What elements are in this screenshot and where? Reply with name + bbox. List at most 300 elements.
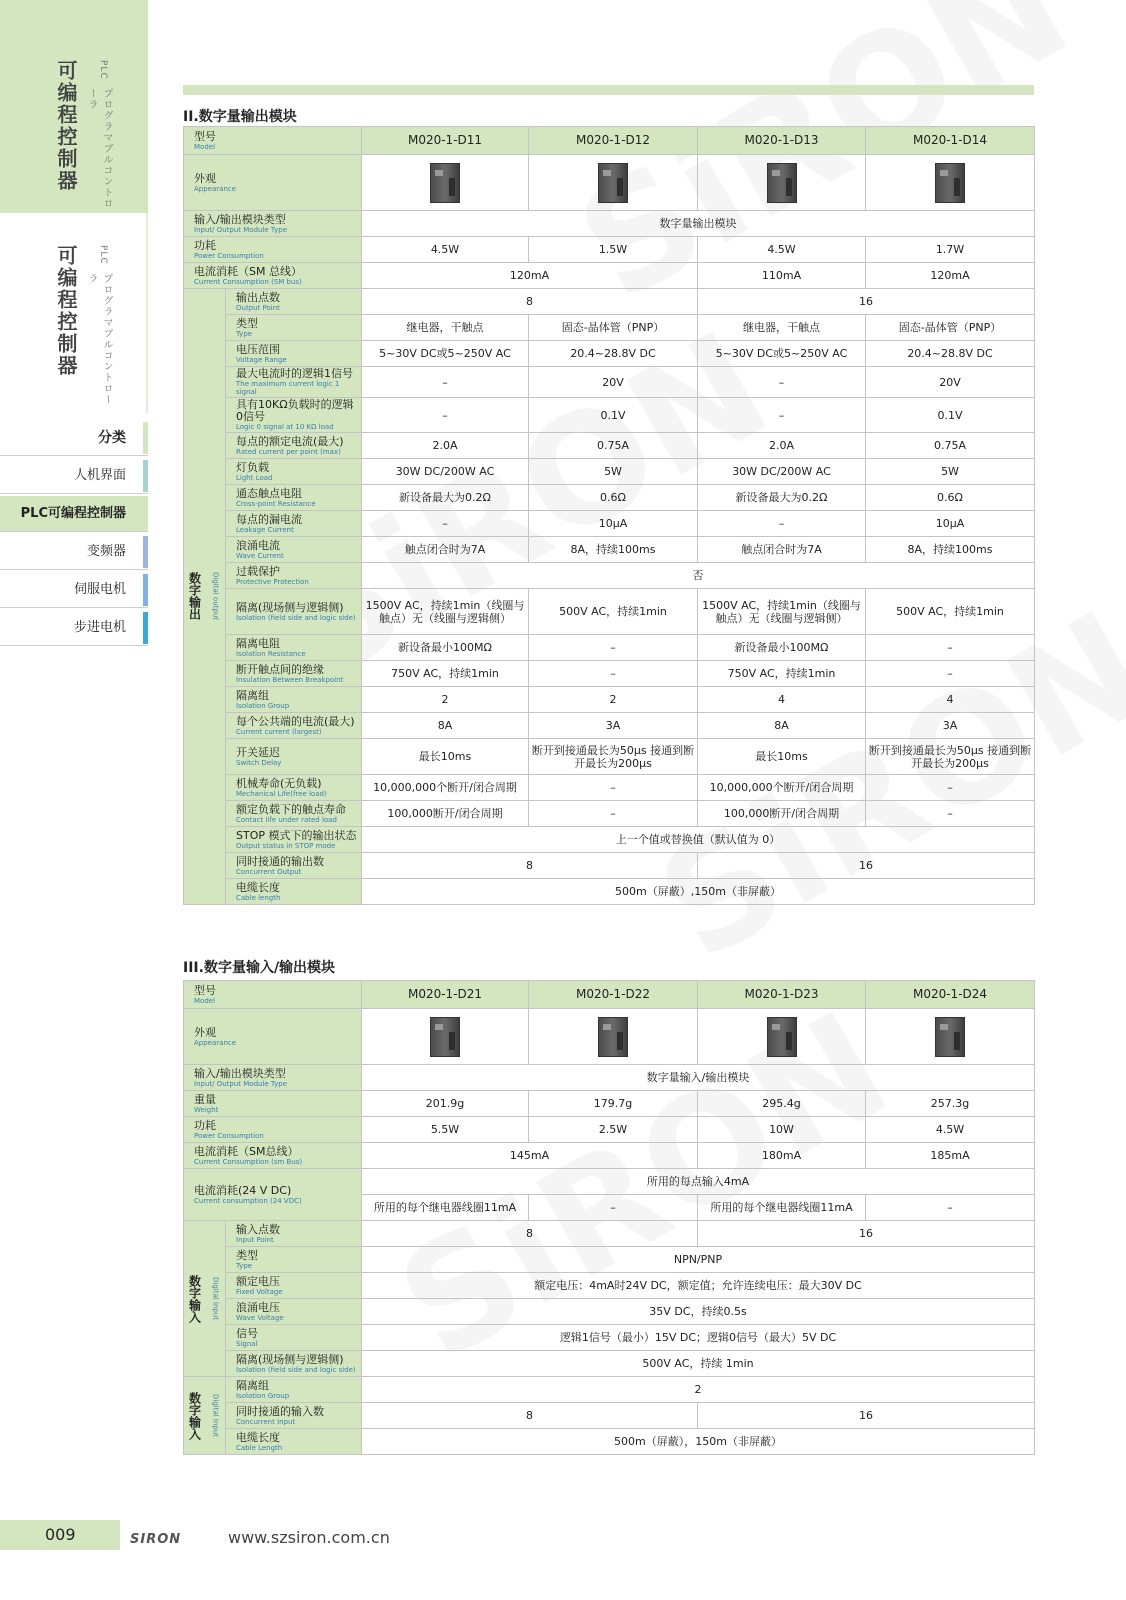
module-image	[362, 155, 529, 211]
row-label	[226, 485, 362, 511]
row-label	[226, 1221, 362, 1247]
spec-row	[184, 459, 1035, 485]
row-label-en: Isolation Group	[236, 1391, 290, 1400]
row-label-cn: 功耗	[194, 1118, 216, 1132]
sidebar-subtitle-plc-2: PLC	[98, 245, 108, 265]
top-band	[183, 85, 1034, 95]
sidebar	[0, 0, 148, 1600]
spec-cell: 100,000断开/闭合周期	[698, 801, 866, 827]
spec-cell: 110mA	[698, 263, 866, 289]
row-label-en: Signal	[236, 1339, 258, 1348]
row-label-en: Wave Voltage	[236, 1313, 284, 1322]
row-label-cn: 型号	[194, 983, 216, 997]
row-label	[184, 155, 362, 211]
spec-row	[184, 775, 1035, 801]
footer	[0, 1520, 1126, 1580]
row-label	[226, 853, 362, 879]
module-image	[362, 1009, 529, 1065]
row-label-en: Power Consumption	[194, 251, 264, 260]
row-label-cn: 电缆长度	[236, 1430, 280, 1444]
plc-module-image	[767, 1017, 797, 1057]
row-label-cn: 电压范围	[236, 342, 280, 356]
spec-row	[184, 563, 1035, 589]
row-label-en: Light Load	[236, 473, 273, 482]
model-row	[184, 981, 1035, 1009]
spec-cell: 500V AC，持续1min	[866, 589, 1035, 635]
group-label-en: Digital output	[211, 572, 220, 621]
spec-cell: 20.4~28.8V DC	[529, 341, 698, 367]
row-label	[184, 1091, 362, 1117]
row-label-en: Type	[236, 329, 253, 338]
spec-cell: 500m（屏蔽）,150m（非屏蔽）	[362, 879, 1035, 905]
footer-url[interactable]: www.szsiron.com.cn	[228, 1528, 390, 1547]
spec-row	[184, 1429, 1035, 1455]
digital-io-spec-table	[183, 980, 1035, 1455]
row-label-cn: 隔离电阻	[236, 636, 280, 650]
spec-cell: 额定电压：4mA时24V DC，额定值；允许连续电压：最大30V DC	[362, 1273, 1035, 1299]
spec-cell: 4	[698, 687, 866, 713]
row-label-en: Current current (largest)	[236, 727, 322, 736]
row-label	[226, 879, 362, 905]
row-label	[226, 687, 362, 713]
spec-row	[184, 661, 1035, 687]
row-label	[226, 398, 362, 433]
row-label-cn: 类型	[236, 1248, 258, 1262]
row-label	[184, 1169, 362, 1221]
row-label	[226, 563, 362, 589]
spec-cell: 201.9g	[362, 1091, 529, 1117]
row-label-en: Concurrent Input	[236, 1417, 296, 1426]
sidebar-category-heading: 分类	[0, 420, 148, 456]
spec-cell: 20V	[866, 367, 1035, 398]
spec-row	[184, 635, 1035, 661]
spec-cell: 10μA	[866, 511, 1035, 537]
model-header: M020-1-D22	[529, 981, 698, 1009]
row-label	[226, 827, 362, 853]
spec-cell: 2.0A	[362, 433, 529, 459]
spec-cell: 上一个值或替换值（默认值为 0）	[362, 827, 1035, 853]
plc-module-image	[767, 163, 797, 203]
row-label	[184, 981, 362, 1009]
spec-cell: 16	[698, 1403, 1035, 1429]
row-label-en: Isolation (field side and logic side)	[236, 1365, 356, 1374]
sidebar-subtitle-plc: PLC	[98, 60, 108, 80]
spec-cell: 固态-晶体管（PNP）	[866, 315, 1035, 341]
row-label-cn: 功耗	[194, 238, 216, 252]
spec-cell: 3A	[529, 713, 698, 739]
row-label-en: Type	[236, 1261, 253, 1270]
plc-module-image	[935, 1017, 965, 1057]
row-label-cn: 开关延迟	[236, 745, 280, 759]
row-label-en: Appearance	[194, 1038, 237, 1047]
spec-cell: 2	[362, 687, 529, 713]
spec-cell: 1.7W	[866, 237, 1035, 263]
spec-cell: 35V DC，持续0.5s	[362, 1299, 1035, 1325]
row-label-cn: 信号	[236, 1326, 258, 1340]
row-label-en: Input/ Output Module Type	[194, 1079, 288, 1088]
group-label-digital-output	[184, 289, 226, 905]
row-label-cn: 电流消耗（SM 总线）	[194, 264, 302, 278]
row-label-cn: 每个公共端的电流(最大)	[236, 714, 355, 728]
model-header: M020-1-D14	[866, 127, 1035, 155]
spec-cell: 16	[698, 1221, 1035, 1247]
spec-row	[184, 511, 1035, 537]
row-label-en: Voltage Range	[236, 355, 287, 364]
row-label	[226, 289, 362, 315]
row-label-en: Power Consumption	[194, 1131, 264, 1140]
spec-cell: 5.5W	[362, 1117, 529, 1143]
row-label	[226, 367, 362, 398]
spec-cell: –	[362, 511, 529, 537]
spec-cell: 触点闭合时为7A	[698, 537, 866, 563]
spec-cell: 所用的每个继电器线圈11mA	[362, 1195, 529, 1221]
plc-module-image	[430, 163, 460, 203]
spec-cell: 257.3g	[866, 1091, 1035, 1117]
spec-cell: 0.75A	[866, 433, 1035, 459]
spec-row	[184, 1325, 1035, 1351]
model-header: M020-1-D13	[698, 127, 866, 155]
spec-cell: –	[529, 801, 698, 827]
row-label-cn: 同时接通的输入数	[236, 1404, 324, 1418]
spec-cell: 179.7g	[529, 1091, 698, 1117]
row-label	[184, 1117, 362, 1143]
spec-cell: 5W	[866, 459, 1035, 485]
spec-cell: 180mA	[698, 1143, 866, 1169]
spec-row	[184, 315, 1035, 341]
spec-row	[184, 341, 1035, 367]
row-label	[226, 1299, 362, 1325]
row-label-cn: 具有10KΩ负载时的逻辑0信号	[236, 398, 354, 423]
row-label	[226, 433, 362, 459]
spec-cell: 0.75A	[529, 433, 698, 459]
row-label-cn: 浪涌电压	[236, 1300, 280, 1314]
spec-cell: 10W	[698, 1117, 866, 1143]
group-label-cn: 数字输出	[187, 572, 202, 621]
row-label-en: Wave Current	[236, 551, 284, 560]
spec-cell: 继电器，干触点	[698, 315, 866, 341]
category-color-bar	[143, 536, 148, 568]
row-label-en: Cable length	[236, 893, 281, 902]
spec-cell: 750V AC，持续1min	[362, 661, 529, 687]
spec-row	[184, 398, 1035, 433]
row-label-cn: 电流消耗（SM总线）	[194, 1144, 299, 1158]
row-label-cn: 每点的漏电流	[236, 512, 302, 526]
row-label-cn: 每点的额定电流(最大)	[236, 434, 344, 448]
spec-cell: –	[529, 635, 698, 661]
spec-cell: 数字量输入/输出模块	[362, 1065, 1035, 1091]
module-image	[698, 1009, 866, 1065]
sidebar-subtitle-jp: プログラマブルコントローラ	[86, 88, 112, 209]
spec-cell: 继电器，干触点	[362, 315, 529, 341]
row-label	[226, 635, 362, 661]
sidebar-top-panel	[0, 0, 148, 213]
appearance-row	[184, 155, 1035, 211]
spec-cell: 1.5W	[529, 237, 698, 263]
sidebar-second-panel	[0, 213, 148, 413]
row-label	[226, 315, 362, 341]
spec-cell: 120mA	[866, 263, 1035, 289]
model-header: M020-1-D21	[362, 981, 529, 1009]
spec-cell: –	[866, 801, 1035, 827]
row-label	[226, 537, 362, 563]
sidebar-item-hmi[interactable]: 人机界面	[0, 458, 148, 494]
spec-cell: –	[698, 367, 866, 398]
spec-row	[184, 537, 1035, 563]
row-label-cn: 输入/输出模块类型	[194, 1066, 286, 1080]
sidebar-item-stepper[interactable]: 步进电机	[0, 610, 148, 646]
spec-cell: 否	[362, 563, 1035, 589]
row-label-cn: 外观	[194, 1025, 216, 1039]
spec-cell: 185mA	[866, 1143, 1035, 1169]
spec-cell: 8A	[362, 713, 529, 739]
row-label-en: Input/ Output Module Type	[194, 225, 288, 234]
row-label-cn: 重量	[194, 1092, 216, 1106]
row-label-cn: 额定负载下的触点寿命	[236, 802, 346, 816]
spec-cell: –	[866, 661, 1035, 687]
row-label-en: Leakage Current	[236, 525, 294, 534]
sidebar-item-plc[interactable]: PLC可编程控制器	[0, 496, 148, 532]
spec-row	[184, 1247, 1035, 1273]
spec-cell: 10,000,000个断开/闭合周期	[362, 775, 529, 801]
spec-cell: 2	[362, 1377, 1035, 1403]
row-label	[226, 341, 362, 367]
spec-row	[184, 1273, 1035, 1299]
spec-cell: 最长10ms	[362, 739, 529, 775]
spec-cell: 0.6Ω	[866, 485, 1035, 511]
spec-cell: 500m（屏蔽），150m（非屏蔽）	[362, 1429, 1035, 1455]
spec-cell: –	[698, 511, 866, 537]
spec-cell: 4	[866, 687, 1035, 713]
spec-cell: 数字量输出模块	[362, 211, 1035, 237]
spec-cell: 500V AC，持续 1min	[362, 1351, 1035, 1377]
plc-module-image	[598, 163, 628, 203]
row-label-cn: 类型	[236, 316, 258, 330]
row-label-en: Output Point	[236, 303, 280, 312]
spec-cell: –	[529, 1195, 698, 1221]
spec-cell: 逻辑1信号（最小）15V DC；逻辑0信号（最大）5V DC	[362, 1325, 1035, 1351]
spec-row	[184, 1299, 1035, 1325]
sidebar-subtitle-jp-2: プログラマブルコントローラ	[86, 273, 112, 405]
row-label	[226, 1247, 362, 1273]
group-label-en: Digital Input	[211, 1393, 220, 1438]
row-label-en: The maximum current logic 1 signal	[236, 380, 340, 396]
spec-row	[184, 1351, 1035, 1377]
row-label-cn: 输入/输出模块类型	[194, 212, 286, 226]
row-label-cn: 电缆长度	[236, 880, 280, 894]
group-label-digital-input-2	[184, 1377, 226, 1455]
row-label-cn: 同时接通的输出数	[236, 854, 324, 868]
row-label	[226, 459, 362, 485]
spec-cell: 新设备最大为0.2Ω	[698, 485, 866, 511]
spec-cell: 8A	[698, 713, 866, 739]
spec-cell: –	[362, 367, 529, 398]
spec-cell: 2.5W	[529, 1117, 698, 1143]
spec-cell: 新设备最大为0.2Ω	[362, 485, 529, 511]
spec-row	[184, 879, 1035, 905]
model-header: M020-1-D23	[698, 981, 866, 1009]
spec-row	[184, 589, 1035, 635]
spec-row	[184, 687, 1035, 713]
group-label-en: Digital Input	[211, 1276, 220, 1321]
module-image	[529, 155, 698, 211]
spec-cell: 2	[529, 687, 698, 713]
sidebar-title: 可编程控制器	[54, 60, 78, 192]
spec-cell: –	[866, 1195, 1035, 1221]
row-label-cn: 额定电压	[236, 1274, 280, 1288]
row-label	[226, 713, 362, 739]
plc-module-image	[598, 1017, 628, 1057]
spec-cell: 新设备最小100MΩ	[698, 635, 866, 661]
model-header: M020-1-D24	[866, 981, 1035, 1009]
spec-cell: 5~30V DC或5~250V AC	[362, 341, 529, 367]
spec-cell: 断开到接通最长为50μs 接通到断开最长为200μs	[866, 739, 1035, 775]
spec-cell: 120mA	[362, 263, 698, 289]
spec-cell: 0.1V	[529, 398, 698, 433]
row-label-en: Cable Length	[236, 1443, 283, 1452]
row-label-en: Input Point	[236, 1235, 274, 1244]
row-label-cn: 隔离组	[236, 1378, 269, 1392]
spec-cell: –	[529, 661, 698, 687]
row-label-en: Current Consumption (SM bus)	[194, 277, 302, 286]
row-label-en: Current consumption (24 VDC)	[194, 1196, 302, 1205]
spec-cell: 8A，持续100ms	[866, 537, 1035, 563]
spec-row	[184, 853, 1035, 879]
spec-row	[184, 739, 1035, 775]
sidebar-item-servo[interactable]: 伺服电机	[0, 572, 148, 608]
row-label-cn: 灯负载	[236, 460, 269, 474]
section-2-title: II.数字量输出模块	[183, 109, 297, 125]
row-label-en: Isolation (field side and logic side)	[236, 613, 356, 622]
spec-cell: 所用的每个继电器线圈11mA	[698, 1195, 866, 1221]
group-label-digital-input	[184, 1221, 226, 1377]
spec-cell: 8A，持续100ms	[529, 537, 698, 563]
plc-module-image	[935, 163, 965, 203]
spec-cell: 0.1V	[866, 398, 1035, 433]
spec-cell: 固态-晶体管（PNP）	[529, 315, 698, 341]
row-label-cn: 隔离组	[236, 688, 269, 702]
row-label	[184, 211, 362, 237]
row-label-en: Current Consumption (sm Bus)	[194, 1157, 303, 1166]
spec-cell: 1500V AC，持续1min（线圈与触点）无（线圈与逻辑侧）	[698, 589, 866, 635]
spec-cell: –	[362, 398, 529, 433]
spec-cell: 100,000断开/闭合周期	[362, 801, 529, 827]
spec-cell: 触点闭合时为7A	[362, 537, 529, 563]
row-label-en: Rated current per point (max)	[236, 447, 341, 456]
spec-row	[184, 367, 1035, 398]
category-color-bar	[143, 460, 148, 492]
spec-cell: 750V AC，持续1min	[698, 661, 866, 687]
spec-cell: 断开到接通最长为50μs 接通到断开最长为200μs	[529, 739, 698, 775]
row-label	[226, 511, 362, 537]
spec-cell: 所用的每点输入4mA	[362, 1169, 1035, 1195]
row-label-cn: 隔离(现场侧与逻辑侧)	[236, 600, 344, 614]
spec-cell: 4.5W	[362, 237, 529, 263]
row-label	[226, 589, 362, 635]
row-label	[226, 775, 362, 801]
spec-cell: 1500V AC，持续1min（线圈与触点）无（线圈与逻辑侧）	[362, 589, 529, 635]
spec-cell: 8	[362, 289, 698, 315]
spec-cell: 20.4~28.8V DC	[866, 341, 1035, 367]
spec-cell: 最长10ms	[698, 739, 866, 775]
row-label-en: Mechanical Life(free load)	[236, 789, 327, 798]
module-image	[529, 1009, 698, 1065]
module-image	[866, 1009, 1035, 1065]
spec-cell: 10,000,000个断开/闭合周期	[698, 775, 866, 801]
row-label-en: Isolation Group	[236, 701, 290, 710]
row-label	[226, 1429, 362, 1455]
row-label-cn: 输出点数	[236, 290, 280, 304]
row-label	[184, 263, 362, 289]
spec-cell: –	[866, 775, 1035, 801]
row-label-cn: 型号	[194, 129, 216, 143]
row-label	[226, 801, 362, 827]
row-label-en: Model	[194, 996, 216, 1005]
row-label-cn: 断开触点间的绝缘	[236, 662, 324, 676]
row-label	[226, 1325, 362, 1351]
row-label-cn: 电流消耗(24 V DC)	[194, 1183, 292, 1197]
row-label	[184, 1009, 362, 1065]
row-label-cn: 过载保护	[236, 564, 280, 578]
row-label-cn: 外观	[194, 171, 216, 185]
row-label	[184, 1143, 362, 1169]
spec-cell: 145mA	[362, 1143, 698, 1169]
spec-row	[184, 433, 1035, 459]
footer-logo: SIRON	[130, 1532, 182, 1547]
row-label	[184, 127, 362, 155]
row-label-en: Concurrent Output	[236, 867, 302, 876]
spec-cell: 5W	[529, 459, 698, 485]
spec-cell: 2.0A	[698, 433, 866, 459]
spec-row	[184, 1377, 1035, 1403]
spec-cell: 20V	[529, 367, 698, 398]
row-label	[226, 1403, 362, 1429]
row-label-en: Appearance	[194, 184, 237, 193]
sidebar-item-inverter[interactable]: 变频器	[0, 534, 148, 570]
spec-cell: 4.5W	[866, 1117, 1035, 1143]
model-header: M020-1-D11	[362, 127, 529, 155]
row-label	[226, 1273, 362, 1299]
spec-cell: –	[698, 398, 866, 433]
sidebar-title-2: 可编程控制器	[54, 245, 78, 377]
row-label-en: Fixed Voltage	[236, 1287, 283, 1296]
spec-cell: 16	[698, 853, 1035, 879]
row-label-en: Logic 0 signal at 10 KΩ load	[236, 423, 334, 431]
spec-row	[184, 801, 1035, 827]
row-label	[184, 237, 362, 263]
spec-cell: 8	[362, 1221, 698, 1247]
spec-row	[184, 289, 1035, 315]
spec-cell: –	[866, 635, 1035, 661]
spec-row	[184, 1403, 1035, 1429]
row-label-en: Contact life under rated load	[236, 815, 337, 824]
category-color-bar	[143, 612, 148, 644]
row-label-en: Output status in STOP mode	[236, 841, 336, 850]
model-row	[184, 127, 1035, 155]
spec-cell: 295.4g	[698, 1091, 866, 1117]
spec-row	[184, 713, 1035, 739]
spec-row	[184, 1221, 1035, 1247]
row-label-en: Model	[194, 142, 216, 151]
row-label	[226, 661, 362, 687]
spec-cell: NPN/PNP	[362, 1247, 1035, 1273]
spec-cell: 新设备最小100MΩ	[362, 635, 529, 661]
model-header: M020-1-D12	[529, 127, 698, 155]
spec-cell: 500V AC，持续1min	[529, 589, 698, 635]
module-image	[866, 155, 1035, 211]
row-label	[184, 1065, 362, 1091]
spec-row	[184, 827, 1035, 853]
section-3-title: III.数字量输入/输出模块	[183, 960, 336, 976]
